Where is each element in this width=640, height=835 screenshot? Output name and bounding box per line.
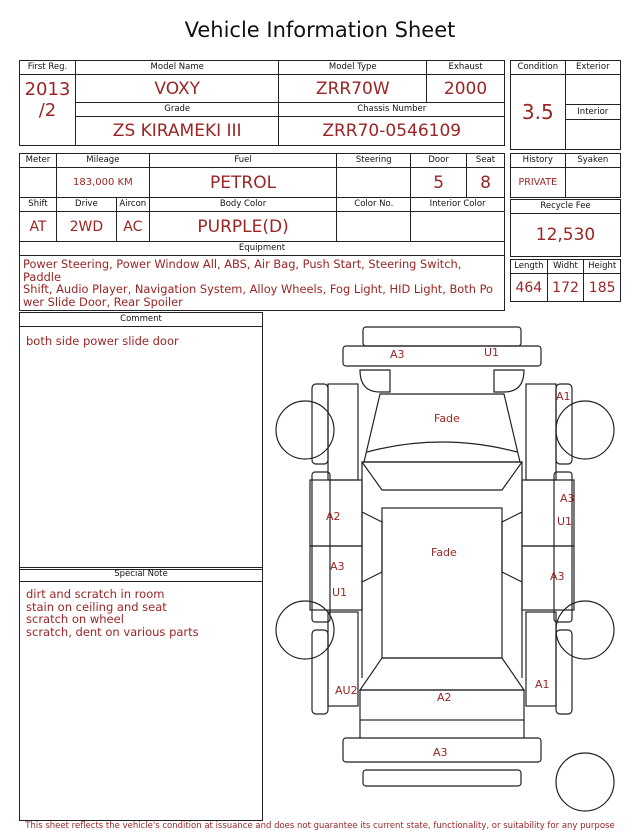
specs-table xyxy=(19,153,505,311)
equipment-line: Power Steering, Power Window All, ABS, Air Bag, Push Start, Steering Switch, Paddle xyxy=(23,257,462,284)
recycle-table xyxy=(510,199,621,257)
damage-label: U1 xyxy=(332,586,348,599)
disclaimer: This sheet reflects the vehicle's condition at issuance and does not guarantee its current state, functionality, or suitability for any purpose xyxy=(25,821,615,831)
fuel-label: Fuel xyxy=(149,154,337,168)
exterior-label: Exterior xyxy=(565,61,620,75)
aircon-label: Aircon xyxy=(116,198,149,212)
interior-value xyxy=(565,119,620,149)
special-note-box xyxy=(19,567,263,821)
history-label: History xyxy=(511,154,566,168)
car-damage-diagram xyxy=(262,312,632,820)
body-color-label: Body Color xyxy=(149,198,337,212)
chassis-label: Chassis Number xyxy=(279,103,505,117)
rear-lines xyxy=(360,720,524,738)
color-no-value xyxy=(337,212,411,242)
comment-text: both side power slide door xyxy=(26,334,179,348)
right-pillar xyxy=(502,512,522,582)
damage-label: Fade xyxy=(431,546,457,559)
recycle-label: Recycle Fee xyxy=(511,200,621,214)
right-rear-panel xyxy=(526,612,556,706)
meter-value xyxy=(20,168,57,198)
hood-line xyxy=(367,442,517,452)
page-title: Vehicle Information Sheet xyxy=(184,18,456,42)
equipment-line: wer Slide Door, Rear Spoiler xyxy=(23,294,183,309)
exhaust: 2000 xyxy=(427,75,505,103)
equipment-line: Shift, Audio Player, Navigation System, Alloy Wheels, Fog Light, HID Light, Both Po xyxy=(23,282,494,296)
shift: AT xyxy=(20,212,57,242)
registration-table xyxy=(19,60,505,146)
damage-label: A3 xyxy=(433,746,448,759)
grade: ZS KIRAMEKI III xyxy=(75,117,278,146)
damage-label: A2 xyxy=(326,510,341,523)
height-label: Height xyxy=(584,260,621,274)
door-count: 5 xyxy=(411,168,467,198)
left-rear-door xyxy=(310,546,362,610)
left-pillar xyxy=(362,512,382,582)
model-name: VOXY xyxy=(75,75,278,103)
special-note-line: dirt and scratch in room xyxy=(26,587,165,601)
recycle-fee: 12,530 xyxy=(511,214,621,257)
history: PRIVATE xyxy=(511,168,566,198)
damage-label: Fade xyxy=(434,412,460,425)
color-no-label: Color No. xyxy=(337,198,411,212)
special-note-line: scratch, dent on various parts xyxy=(26,624,199,639)
left-headlight xyxy=(360,370,390,392)
door-label: Door xyxy=(411,154,467,168)
equipment-label: Equipment xyxy=(20,242,505,256)
model-type-label: Model Type xyxy=(279,61,427,75)
condition-table xyxy=(510,60,621,150)
damage-label: A3 xyxy=(560,492,575,505)
length: 464 xyxy=(511,274,548,302)
aircon: AC xyxy=(116,212,149,242)
damage-label: A3 xyxy=(330,560,345,573)
interior-color-value xyxy=(411,212,505,242)
body-color: PURPLE(D) xyxy=(149,212,337,242)
left-front-panel xyxy=(328,384,358,480)
comment-label: Comment xyxy=(20,313,262,327)
left-sill xyxy=(312,472,330,622)
windshield xyxy=(362,462,522,490)
damage-label: U1 xyxy=(484,346,500,359)
mileage: 183,000 KM xyxy=(56,168,149,198)
steering-label: Steering xyxy=(337,154,411,168)
seat-label: Seat xyxy=(467,154,505,168)
width-label: Widht xyxy=(547,260,584,274)
drive: 2WD xyxy=(56,212,116,242)
dimensions-table xyxy=(510,259,621,302)
interior-label: Interior xyxy=(565,105,620,119)
damage-label: A2 xyxy=(437,691,452,704)
front-grille xyxy=(343,346,541,366)
history-table xyxy=(510,153,621,198)
chassis-number: ZRR70-0546109 xyxy=(279,117,505,146)
damage-label: A3 xyxy=(550,570,565,583)
front-bumper xyxy=(363,327,521,346)
roof xyxy=(382,508,502,658)
damage-label: AU2 xyxy=(335,684,358,697)
damage-label: A1 xyxy=(535,678,550,691)
condition-label: Condition xyxy=(511,61,566,75)
damage-label: A3 xyxy=(390,348,405,361)
right-front-panel xyxy=(526,384,556,480)
damage-label: A1 xyxy=(556,390,571,403)
model-name-label: Model Name xyxy=(75,61,278,75)
equipment-list xyxy=(20,256,505,311)
exhaust-label: Exhaust xyxy=(427,61,505,75)
first-reg-label: First Reg. xyxy=(20,61,76,75)
damage-label: U1 xyxy=(557,515,573,528)
steering-value xyxy=(337,168,411,198)
right-rear-door xyxy=(522,546,574,610)
grade-label: Grade xyxy=(75,103,278,117)
interior-color-label: Interior Color xyxy=(411,198,505,212)
right-front-wheel xyxy=(556,401,614,459)
right-headlight xyxy=(494,370,524,392)
fuel: PETROL xyxy=(149,168,337,198)
drive-label: Drive xyxy=(56,198,116,212)
spare-wheel xyxy=(556,753,614,811)
syaken-label: Syaken xyxy=(565,154,620,168)
special-note-line: stain on ceiling and seat xyxy=(26,599,167,614)
mileage-label: Mileage xyxy=(56,154,149,168)
body-sides xyxy=(362,462,522,678)
condition-score: 3.5 xyxy=(511,75,566,150)
first-reg-value xyxy=(20,75,76,146)
rear-step xyxy=(363,770,521,786)
height: 185 xyxy=(584,274,621,302)
left-front-wheel xyxy=(276,401,334,459)
first-reg-year: 2013 xyxy=(24,79,71,100)
comment-box xyxy=(19,312,263,570)
meter-label: Meter xyxy=(20,154,57,168)
length-label: Length xyxy=(511,260,548,274)
width: 172 xyxy=(547,274,584,302)
special-note-label: Special Note xyxy=(20,568,262,582)
left-rear-quarter xyxy=(312,630,328,714)
left-front-fender xyxy=(312,384,328,464)
exterior-value xyxy=(565,75,620,105)
right-front-door xyxy=(522,480,574,546)
special-note-line: scratch on wheel xyxy=(26,612,124,626)
hood xyxy=(364,394,520,462)
special-note-list xyxy=(20,582,262,644)
shift-label: Shift xyxy=(20,198,57,212)
syaken-value xyxy=(565,168,620,198)
seat-count: 8 xyxy=(467,168,505,198)
rear-window xyxy=(360,658,524,690)
model-type: ZRR70W xyxy=(279,75,427,103)
first-reg-month: /2 xyxy=(38,100,57,121)
